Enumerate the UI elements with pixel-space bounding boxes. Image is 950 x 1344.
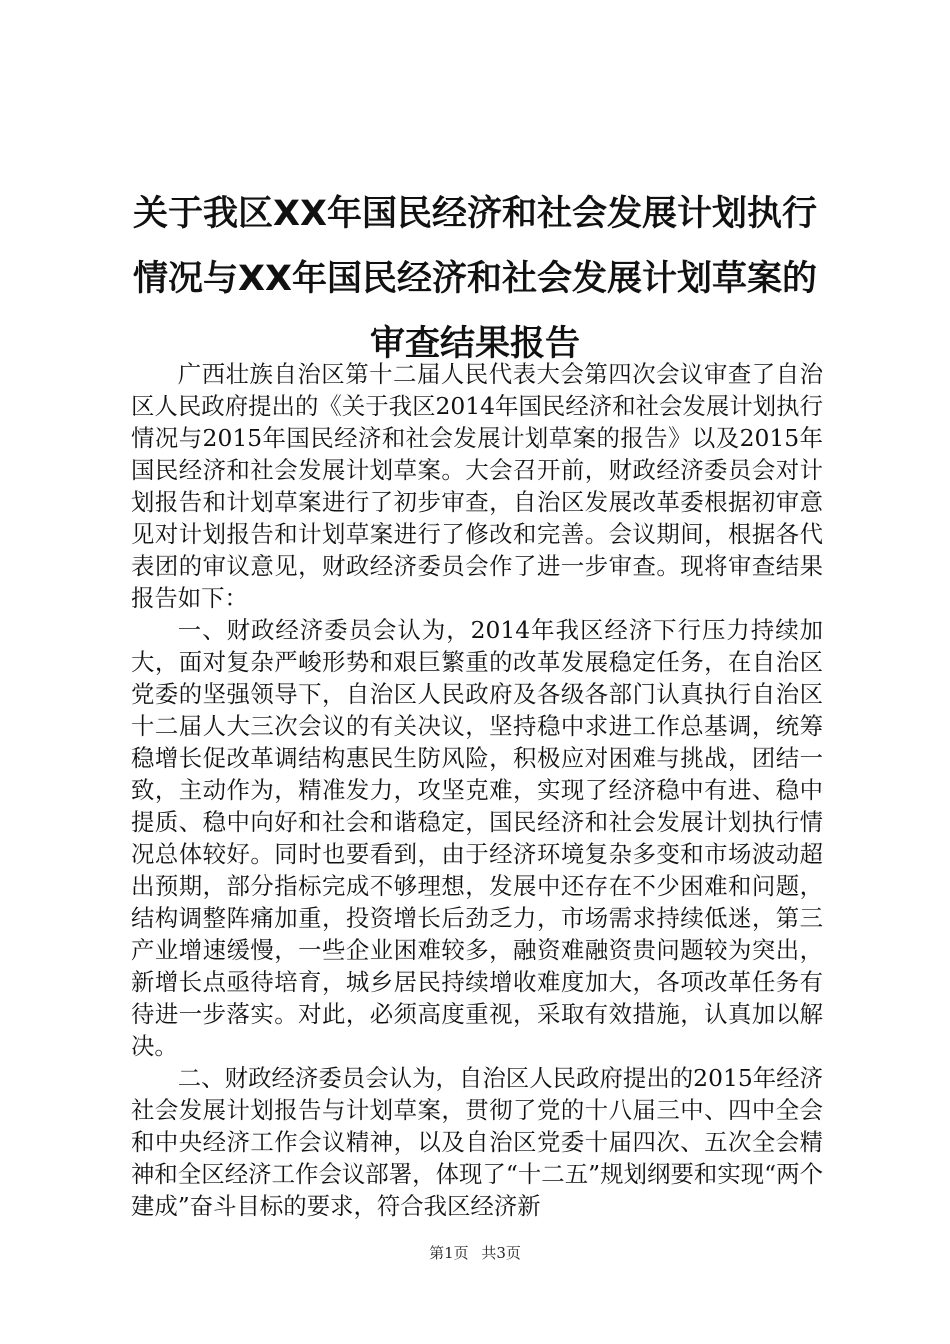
title-line: 情况与XX年国民经济和社会发展计划草案的 — [133, 259, 817, 299]
page-total: 共3页 — [481, 1244, 521, 1262]
title-line: 关于我区XX年国民经济和社会发展计划执行 — [133, 194, 817, 234]
paragraph-section-two: 二、财政经济委员会认为，自治区人民政府提出的2015年经济社会发展计划报告与计划草案，贯彻了党的十八届三中、四中全会和中央经济工作会议精神，以及自治区党委十届四次、五次全会精神和全区经济工作会议部署，体现了“十二五”规划纲要和实现“两个建成”奋斗目标的要求，符合我区经济新 — [131, 1064, 823, 1220]
page-number: 第1页 — [429, 1244, 469, 1262]
document-title — [118, 182, 832, 377]
page-footer — [0, 1243, 950, 1263]
paragraph-intro: 广西壮族自治区第十二届人民代表大会第四次会议审查了自治区人民政府提出的《关于我区2014年国民经济和社会发展计划执行情况与2015年国民经济和社会发展计划草案的报告》以及2015年国民经济和社会发展计划草案。大会召开前，财政经济委员会对计划报告和计划草案进行了初步审查，自治区发展改革委根据初审意见对计划报告和计划草案进行了修改和完善。会议期间，根据各代表团的审议意见，财政经济委员会作了进一步审查。现将审查结果报告如下： — [131, 360, 823, 612]
paragraph-section-one: 一、财政经济委员会认为，2014年我区经济下行压力持续加大，面对复杂严峻形势和艰巨繁重的改革发展稳定任务，在自治区党委的坚强领导下，自治区人民政府及各级各部门认真执行自治区十二届人大三次会议的有关决议，坚持稳中求进工作总基调，统筹稳增长促改革调结构惠民生防风险，积极应对困难与挑战，团结一致，主动作为，精准发力，攻坚克难，实现了经济稳中有进、稳中提质、稳中向好和社会和谐稳定，国民经济和社会发展计划执行情况总体较好。同时也要看到，由于经济环境复杂多变和市场波动超出预期，部分指标完成不够理想，发展中还存在不少困难和问题，结构调整阵痛加重，投资增长后劲乏力，市场需求持续低迷，第三产业增速缓慢，一些企业困难较多，融资难融资贵问题较为突出，新增长点亟待培育，城乡居民持续增收难度加大，各项改革任务有待进一步落实。对此，必须高度重视，采取有效措施，认真加以解决。 — [131, 616, 823, 1060]
title-line: 审查结果报告 — [369, 324, 580, 364]
document-body — [131, 358, 823, 1222]
